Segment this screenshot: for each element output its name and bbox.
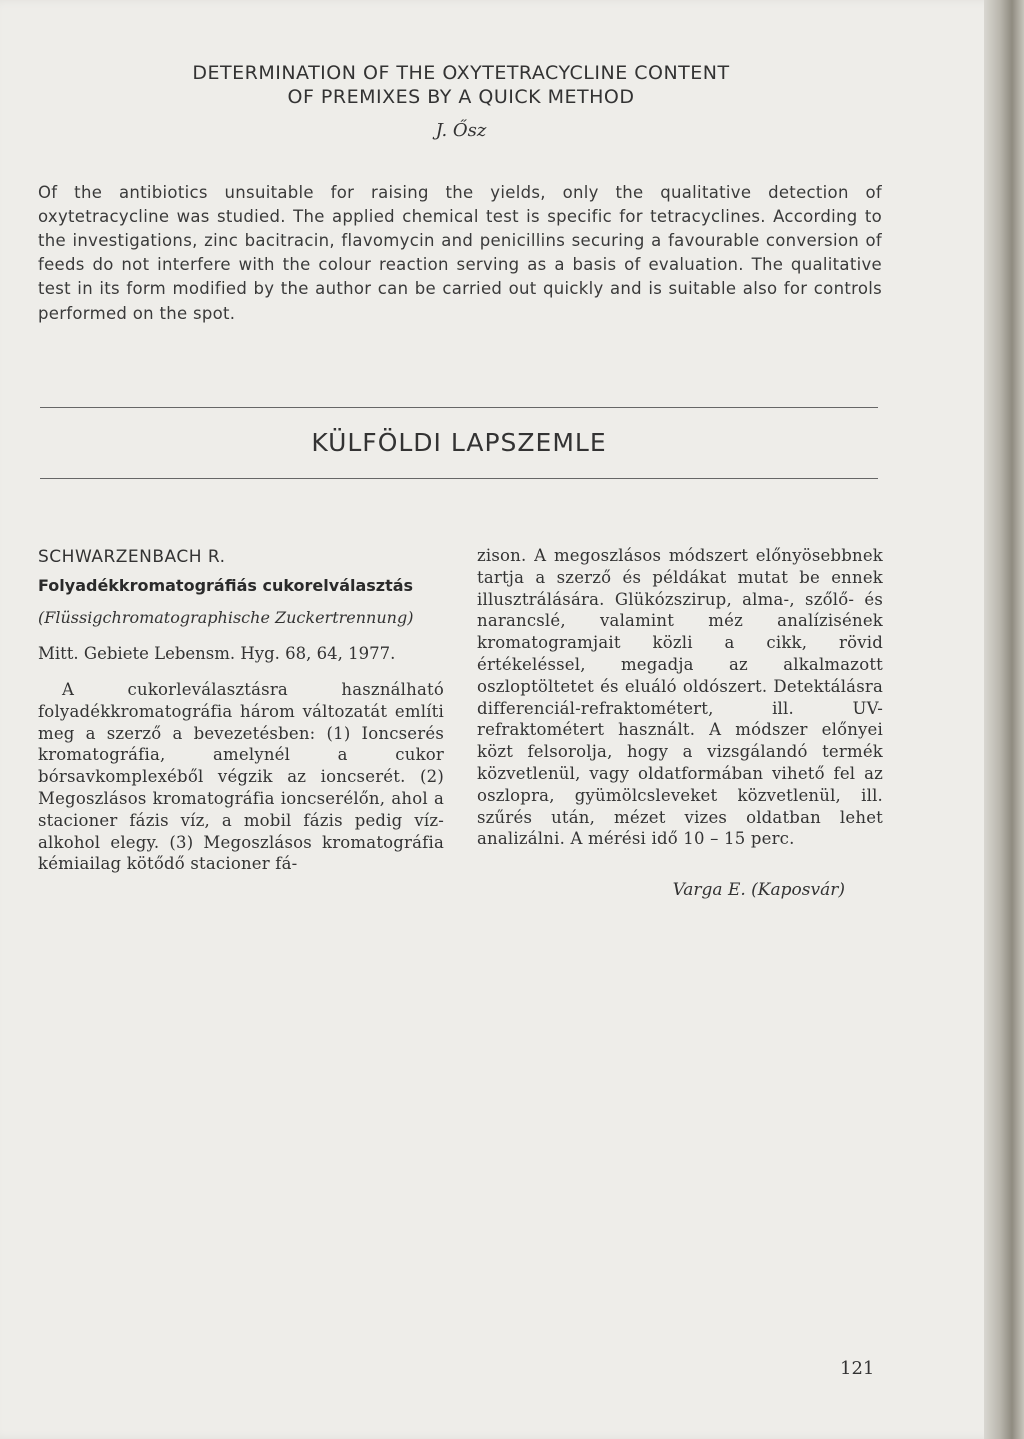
review-body-right: zison. A megoszlásos módszert előnyösebbnek tartja a szerző és példákat mutat be ennek illusztrálására. Glükózszirup, alma-, szőlő- és narancslé, valamint méz analízisének kromatogramjait közli a cikk, rövid értékeléssel, megadja az alkalmazott oszloptöltetet és eluáló oldószert. Detektálásra differenciál-refraktométert, ill. UV-refraktométert használt. A módszer előnyei közt felsorolja, hogy a vizsgálandó termék közvetlenül, vagy oldatformában vihető fel az oszlopra, gyümölcsleveket közvetlenül, ill. szűrés után, mézet vizes oldatban lehet analizálni. A mérési idő 10 – 15 perc.: [477, 546, 883, 849]
article-title-line-1: DETERMINATION OF THE OXYTETRACYCLINE CONTENT: [192, 62, 730, 84]
review-right-column: [477, 545, 883, 900]
review-original-title: (Flüssigchromatographische Zuckertrennung): [38, 608, 414, 627]
review-left-column: [38, 545, 444, 875]
article-abstract: Of the antibiotics unsuitable for raising the yields, only the qualitative detection of oxytetracycline was studied. The applied chemical test is specific for tetracyclines. According to the investigations, zinc bacitracin, flavomycin and penicillins securing a favourable conversion of feeds do not interfere with the colour reaction serving as a basis of evaluation. The qualitative test in its form modified by the author can be carried out quickly and is suitable also for controls performed on the spot.: [38, 182, 882, 323]
reviewer-signature: Varga E. (Kaposvár): [672, 880, 845, 901]
article-title-line-2: OF PREMIXES BY A QUICK METHOD: [287, 86, 635, 108]
section-rule-bottom: [40, 478, 878, 479]
review-body-left: A cukorleválasztásra használható folyadékkromatográfia három változatát említi meg a szerző a bevezetésben: (1) Ioncserés kromatográfia, amelynél a cukor bórsavkomplexéből végzik az ioncserét. (2) Megoszlásos kromatográfia ioncserélőn, ahol a stacioner fázis víz, a mobil fázis pedig víz-alkohol elegy. (3) Megoszlásos kromatográfia kémiailag kötődő stacioner fá-: [38, 680, 444, 874]
review-title: Folyadékkromatográfiás cukorelválasztás: [38, 576, 414, 595]
section-rule-top: [40, 407, 878, 408]
review-author: SCHWARZENBACH R.: [38, 547, 226, 567]
article-author: J. Ősz: [435, 120, 487, 141]
section-heading: KÜLFÖLDI LAPSZEMLE: [311, 428, 607, 457]
book-binding-edge: [984, 0, 1024, 1439]
page-number: 121: [840, 1358, 875, 1379]
review-reference: Mitt. Gebiete Lebensm. Hyg. 68, 64, 1977.: [38, 644, 396, 663]
